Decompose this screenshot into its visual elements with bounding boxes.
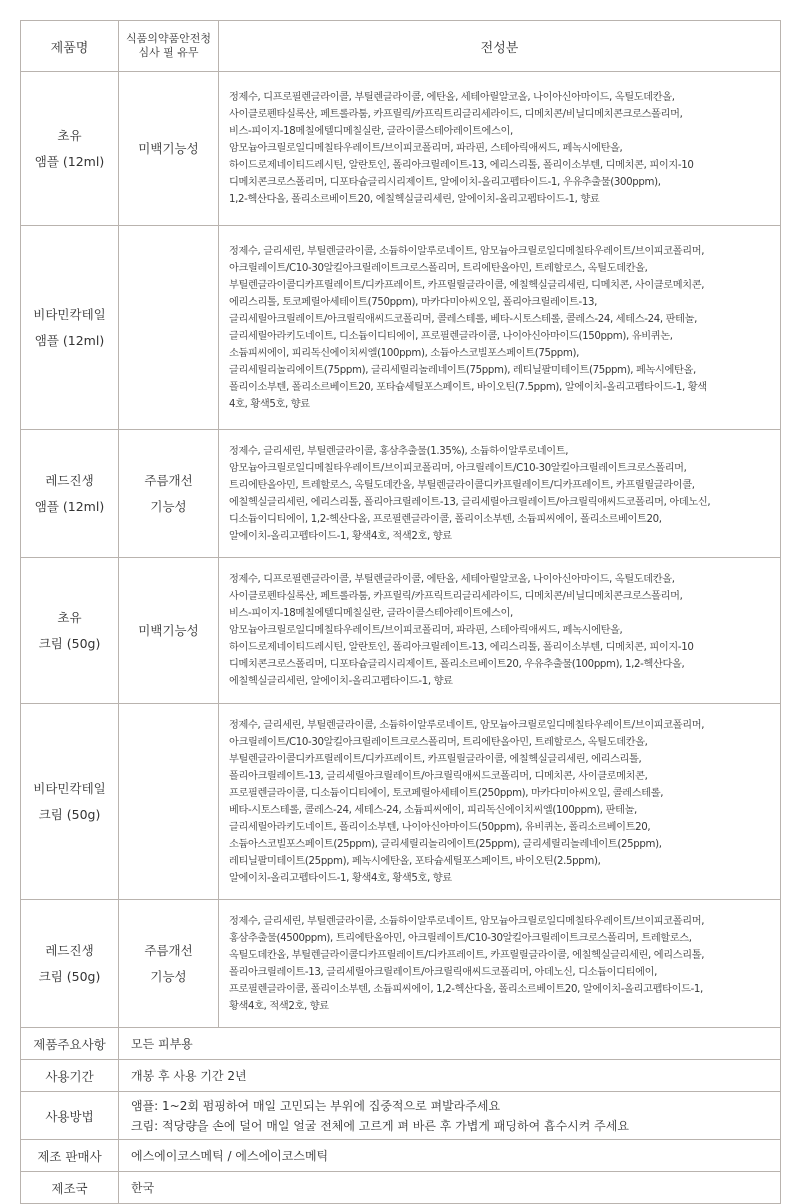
product-name-cell	[21, 226, 119, 430]
info-row-period	[21, 1060, 781, 1092]
ingredient-line: 옥틸도데칸올, 부틸렌글라이콜디카프릴레이트/디카프레이트, 카프릴릴글라이콜, 에칠헥실글리세린, 에리스리톨,	[229, 949, 705, 961]
usage-value	[119, 1092, 781, 1140]
ingredient-line: 폴리아크릴레이트-13, 글리세릴아크릴레이트/아크릴릭애씨드코폴리머, 디메치콘, 사이클로메치콘,	[229, 770, 648, 782]
seller-label: 제조 판매사	[21, 1140, 119, 1172]
ingredient-line: 글리세릴리놀리에이트(75ppm), 글리세릴리놀레네이트(75ppm), 레티닐팔미테이트(75ppm), 페녹시에탄올,	[229, 364, 696, 376]
product-volume: 크림 (50g)	[38, 968, 101, 984]
function-cell	[119, 430, 219, 558]
ingredients-cell	[219, 558, 781, 704]
ingredient-line: 트리에탄올아민, 트레할로스, 옥틸도데칸올, 부틸렌글라이콜디카프릴레이트/디카프레이트, 카프릴릴글라이콜,	[229, 479, 695, 491]
product-volume: 앰플 (12ml)	[34, 498, 105, 514]
header-review-status	[119, 21, 219, 72]
ingredient-line: 디소듐이디티에이, 1,2-헥산다올, 프로필렌글라이콜, 폴리이소부텐, 소듐피씨에이, 폴리소르베이트20,	[229, 513, 662, 525]
product-row	[21, 72, 781, 226]
ingredient-line: 부틸렌글라이콜디카프릴레이트/디카프레이트, 카프릴릴글라이콜, 에칠헥실글리세린, 디메치콘, 사이클로메치콘,	[229, 279, 705, 291]
ingredient-line: 정제수, 글리세린, 부틸렌글라이콜, 소듐하이알루로네이트, 암모늄아크릴로일디메칠타우레이트/브이피코폴리머,	[229, 915, 705, 927]
ingredient-line: 글리세릴아크릴레이트/아크릴릭애씨드코폴리머, 콜레스테롤, 베타-시토스테롤, 콜레스-24, 세테스-24, 판테놀,	[229, 313, 697, 325]
ingredient-line: 아크릴레이트/C10-30알킬아크릴레이트크로스폴리머, 트리에탄올아민, 트레할로스, 옥틸도데칸올,	[229, 736, 648, 748]
ingredient-line: 글리세릴아라키도네이트, 폴리이소부텐, 나이아신아마이드(50ppm), 유비퀴논, 폴리소르베이트20,	[229, 821, 651, 833]
ingredients-cell	[219, 226, 781, 430]
ingredient-line: 4호, 황색5호, 향료	[229, 398, 310, 410]
function-label: 주름개선	[144, 942, 193, 958]
product-row	[21, 704, 781, 900]
ingredient-line: 알에이치-올리고펩타이드-1, 황색4호, 황색5호, 향료	[229, 872, 452, 884]
ingredient-line: 폴리아크릴레이트-13, 글리세릴아크릴레이트/아크릴릭애씨드코폴리머, 아데노신, 디소듐이디티에이,	[229, 966, 658, 978]
ingredient-line: 프로필렌글라이콜, 폴리이소부텐, 소듐피씨에이, 1,2-헥산다올, 폴리소르베이트20, 알에이치-올리고펩타이드-1,	[229, 983, 703, 995]
ingredient-line: 소듐아스코빌포스페이트(25ppm), 글리세릴리놀리에이트(25ppm), 글리세릴리놀레네이트(25ppm),	[229, 838, 662, 850]
usage-ampoule: 앰플: 1~2회 펌핑하여 매일 고민되는 부위에 집중적으로 펴발라주세요	[131, 1098, 501, 1113]
function-label: 미백기능성	[138, 622, 199, 638]
header-product-name: 제품명	[21, 21, 119, 72]
ingredient-line: 레티닐팔미테이트(25ppm), 페녹시에탄올, 포타슘세틸포스페이트, 바이오틴(2.5ppm),	[229, 855, 601, 867]
ingredient-line: 알에이치-올리고펩타이드-1, 황색4호, 적색2호, 향료	[229, 530, 452, 542]
table-header-row	[21, 21, 781, 72]
product-name: 비타민칵테일	[33, 306, 106, 322]
ingredient-line: 베타-시토스테롤, 콜레스-24, 세테스-24, 소듐피씨에이, 피리독신에이치씨엘(100ppm), 판테놀,	[229, 804, 637, 816]
ingredient-line: 암모늄아크릴로일디메칠타우레이트/브이피코폴리머, 파라핀, 스테아릭애씨드, 페녹시에탄올,	[229, 625, 623, 636]
ingredient-line: 사이클로펜타실록산, 페트롤라툼, 카프릴릭/카프릭트리글리세라이드, 디메치콘/비닐디메치콘크로스폴리머,	[229, 591, 683, 602]
ingredient-line: 정제수, 글리세린, 부틸렌글라이콜, 소듐하이알루로네이트, 암모늄아크릴로일디메칠타우레이트/브이피코폴리머,	[229, 245, 705, 257]
ingredient-line: 글리세릴아라키도네이트, 디소듐이디티에이, 프로필렌글라이콜, 나이아신아마이드(150ppm), 유비퀴논,	[229, 330, 673, 342]
country-value: 한국	[119, 1172, 781, 1204]
ingredient-line: 정제수, 글리세린, 부틸렌글라이콜, 소듐하이알루로네이트, 암모늄아크릴로일디메칠타우레이트/브이피코폴리머,	[229, 719, 705, 731]
ingredient-line: 비스-피이지-18메칠에텔디메칠실란, 글라이콜스테아레이트에스이,	[229, 126, 513, 137]
ingredient-line: 디메치콘크로스폴리머, 디포타슘글리시리제이트, 알에이치-올리고펩타이드-1, 우유추출물(300ppm),	[229, 177, 661, 188]
ingredient-line: 하이드로제네이티드레시틴, 알란토인, 폴리아크릴레이트-13, 에리스리톨, 폴리이소부텐, 디메치콘, 피이지-10	[229, 160, 694, 171]
period-value: 개봉 후 사용 기간 2년	[119, 1060, 781, 1092]
ingredient-line: 정제수, 디프로필렌글라이콜, 부틸렌글라이콜, 에탄올, 세테아릴알코올, 나이아신아마이드, 옥틸도데칸올,	[229, 574, 675, 585]
info-row-notes	[21, 1028, 781, 1060]
ingredient-line: 에칠헥실글리세린, 에리스리톨, 폴리아크릴레이트-13, 글리세릴아크릴레이트/아크릴릭애씨드코폴리머, 아데노신,	[229, 496, 711, 508]
product-name-cell	[21, 558, 119, 704]
info-row-seller	[21, 1140, 781, 1172]
function-cell	[119, 704, 219, 900]
product-name: 초유	[57, 609, 82, 625]
seller-value: 에스에이코스메틱 / 에스에이코스메틱	[119, 1140, 781, 1172]
ingredient-line: 에칠헥실글리세린, 알에이치-올리고펩타이드-1, 향료	[229, 676, 453, 687]
product-volume: 앰플 (12ml)	[34, 332, 105, 348]
function-cell	[119, 72, 219, 226]
notes-value: 모든 피부용	[119, 1028, 781, 1060]
product-volume: 크림 (50g)	[38, 635, 101, 651]
product-row	[21, 900, 781, 1028]
ingredient-line: 암모늄아크릴로일디메칠타우레이트/브이피코폴리머, 아크릴레이트/C10-30알킬아크릴레이트크로스폴리머,	[229, 462, 687, 474]
function-label-suffix: 기능성	[150, 498, 187, 514]
ingredient-line: 소듐피씨에이, 피리독신에이치씨엘(100ppm), 소듐아스코빌포스페이트(75ppm),	[229, 347, 579, 359]
product-info-sheet	[20, 20, 780, 1204]
header-ingredients: 전성분	[219, 21, 781, 72]
product-name-cell	[21, 72, 119, 226]
ingredient-line: 프로필렌글라이콜, 디소듐이디티에이, 토코페릴아세테이트(250ppm), 마카다미아씨오일, 콜레스테롤,	[229, 787, 664, 799]
product-name: 레드진생	[45, 472, 94, 488]
function-label: 주름개선	[144, 472, 193, 488]
ingredient-line: 황색4호, 적색2호, 향료	[229, 1000, 329, 1012]
ingredient-line: 에리스리톨, 토코페릴아세테이트(750ppm), 마카다미아씨오일, 폴리아크릴레이트-13,	[229, 296, 597, 308]
ingredient-line: 1,2-헥산다올, 폴리소르베이트20, 에칠헥실글리세린, 알에이치-올리고펩타이드-1, 향료	[229, 194, 600, 205]
usage-cream: 크림: 적당량을 손에 덜어 매일 얼굴 전체에 고르게 펴 바른 후 가볍게 패딩하여 흡수시켜 주세요	[131, 1118, 629, 1133]
product-name-cell	[21, 900, 119, 1028]
ingredient-line: 홍삼추출물(4500ppm), 트리에탄올아민, 아크릴레이트/C10-30알킬아크릴레이트크로스폴리머, 트레할로스,	[229, 932, 692, 944]
product-volume: 크림 (50g)	[38, 806, 101, 822]
ingredients-table	[20, 20, 781, 1204]
product-row	[21, 430, 781, 558]
function-label: 미백기능성	[138, 140, 199, 156]
ingredients-cell	[219, 900, 781, 1028]
info-row-usage	[21, 1092, 781, 1140]
header-review-line2: 심사 필 유무	[138, 46, 199, 59]
ingredients-cell	[219, 72, 781, 226]
ingredient-line: 정제수, 글리세린, 부틸렌글라이콜, 홍삼추출물(1.35%), 소듐하이알루로네이트,	[229, 445, 569, 457]
product-name: 초유	[57, 127, 82, 143]
product-name-cell	[21, 430, 119, 558]
ingredients-cell	[219, 430, 781, 558]
product-volume: 앰플 (12ml)	[34, 153, 105, 169]
product-name-cell	[21, 704, 119, 900]
notes-label: 제품주요사항	[21, 1028, 119, 1060]
ingredient-line: 정제수, 디프로필렌글라이콜, 부틸렌글라이콜, 에탄올, 세테아릴알코올, 나이아신아마이드, 옥틸도데칸올,	[229, 92, 675, 103]
country-label: 제조국	[21, 1172, 119, 1204]
product-name: 비타민칵테일	[33, 780, 106, 796]
usage-label: 사용방법	[21, 1092, 119, 1140]
function-cell	[119, 226, 219, 430]
product-name: 레드진생	[45, 942, 94, 958]
ingredient-line: 부틸렌글라이콜디카프릴레이트/디카프레이트, 카프릴릴글라이콜, 에칠헥실글리세린, 에리스리톨,	[229, 753, 642, 765]
ingredients-cell	[219, 704, 781, 900]
function-label-suffix: 기능성	[150, 968, 187, 984]
ingredient-line: 하이드로제네이티드레시틴, 알란토인, 폴리아크릴레이트-13, 에리스리톨, 폴리이소부텐, 디메치콘, 피이지-10	[229, 642, 694, 653]
product-row	[21, 226, 781, 430]
product-row	[21, 558, 781, 704]
ingredient-line: 디메치콘크로스폴리머, 디포타슘글리시리제이트, 폴리소르베이트20, 우유추출물(100ppm), 1,2-헥산다올,	[229, 659, 685, 670]
period-label: 사용기간	[21, 1060, 119, 1092]
info-row-country	[21, 1172, 781, 1204]
function-cell	[119, 900, 219, 1028]
header-review-line1: 식품의약품안전청	[125, 32, 211, 45]
ingredient-line: 비스-피이지-18메칠에텔디메칠실란, 글라이콜스테아레이트에스이,	[229, 608, 513, 619]
ingredient-line: 사이클로펜타실록산, 페트롤라툼, 카프릴릭/카프릭트리글리세라이드, 디메치콘/비닐디메치콘크로스폴리머,	[229, 109, 683, 120]
ingredient-line: 아크릴레이트/C10-30알킬아크릴레이트크로스폴리머, 트리에탄올아민, 트레할로스, 옥틸도데칸올,	[229, 262, 648, 274]
ingredient-line: 폴리이소부텐, 폴리소르베이트20, 포타슘세틸포스페이트, 바이오틴(7.5ppm), 알에이치-올리고펩타이드-1, 황색	[229, 381, 707, 393]
ingredient-line: 암모늄아크릴로일디메칠타우레이트/브이피코폴리머, 파라핀, 스테아릭애씨드, 페녹시에탄올,	[229, 143, 623, 154]
function-cell	[119, 558, 219, 704]
